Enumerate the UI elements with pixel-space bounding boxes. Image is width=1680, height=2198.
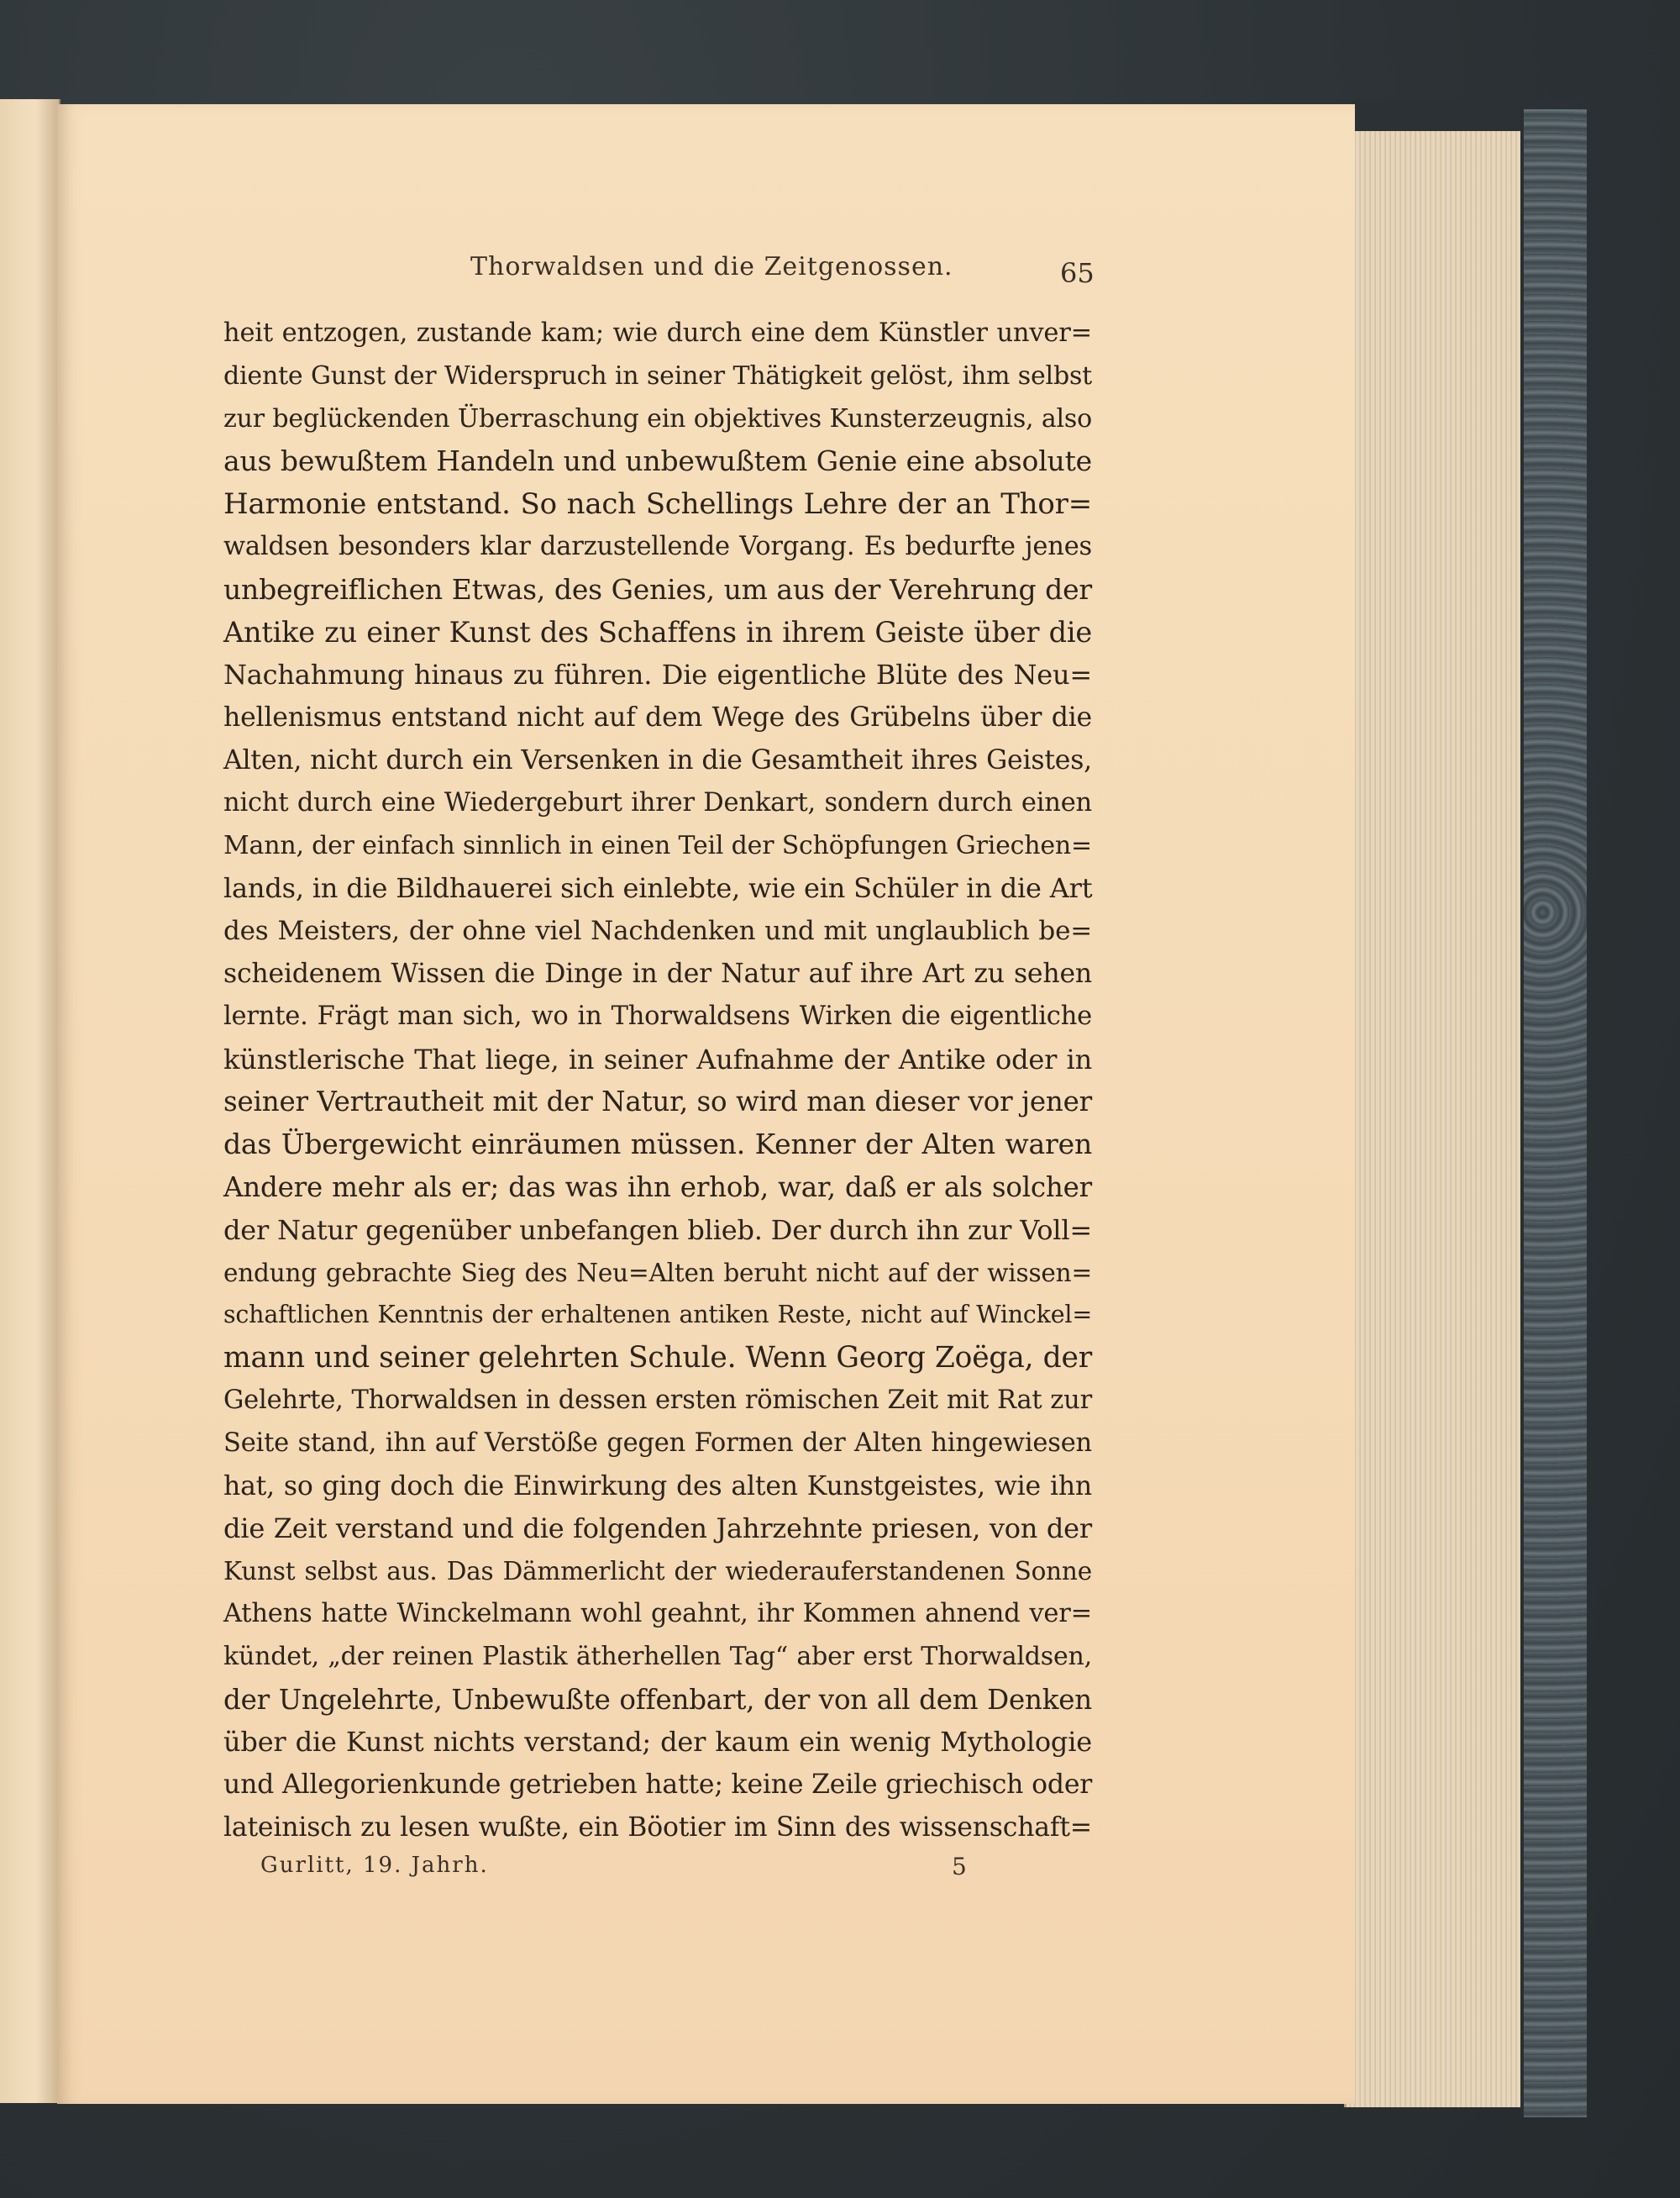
text-line: Alten, nicht durch ein Versenken in die Gesamtheit ihres Geistes,	[223, 744, 1092, 776]
text-line: Kunst selbst aus. Das Dämmerlicht der wiederauferstandenen Sonne	[223, 1557, 1092, 1586]
text-line: endung gebrachte Sieg des Neu=Alten beruht nicht auf der wissen=	[223, 1258, 1092, 1287]
text-line: diente Gunst der Widerspruch in seiner Thätigkeit gelöst, ihm selbst	[223, 360, 1092, 391]
book-cover	[1520, 109, 1587, 2117]
book-fore-edge	[1344, 108, 1536, 2107]
text-line: heit entzogen, zustande kam; wie durch eine dem Künstler unver=	[223, 318, 1092, 348]
text-line: Seite stand, ihn auf Verstöße gegen Formen der Alten hingewiesen	[223, 1428, 1092, 1458]
text-line: Antike zu einer Kunst des Schaffens in ihrem Geiste über die	[223, 615, 1092, 649]
text-line: Nachahmung hinaus zu führen. Die eigentliche Blüte des Neu=	[223, 659, 1092, 691]
text-line: lateinisch zu lesen wußte, ein Böotier im Sinn des wissenschaft=	[223, 1812, 1092, 1843]
text-line: Harmonie entstand. So nach Schellings Lehre der an Thor=	[223, 487, 1092, 522]
text-line: das Übergewicht einräumen müssen. Kenner der Alten waren	[223, 1128, 1092, 1161]
text-line: scheidenem Wissen die Dinge in der Natur auf ihre Art zu sehen	[223, 958, 1092, 989]
text-line: unbegreiflichen Etwas, des Genies, um aus der Verehrung der	[223, 572, 1092, 606]
text-line: seiner Vertrautheit mit der Natur, so wird man dieser vor jener	[223, 1086, 1092, 1118]
text-line: lernte. Frägt man sich, wo in Thorwaldsens Wirken die eigentliche	[223, 1001, 1092, 1031]
text-line: Athens hatte Winckelmann wohl geahnt, ihr Kommen ahnend ver=	[223, 1598, 1092, 1628]
text-line: künstlerische That liege, in seiner Aufnahme der Antike oder in	[223, 1043, 1092, 1075]
footer-sheet-number: 5	[952, 1853, 967, 1880]
text-line: Mann, der einfach sinnlich in einen Teil der Schöpfungen Griechen=	[223, 830, 1092, 860]
text-line: lands, in die Bildhauerei sich einlebte, wie ein Schüler in die Art	[223, 872, 1093, 905]
text-line: der Natur gegenüber unbefangen blieb. Der durch ihn zur Voll=	[223, 1213, 1092, 1246]
running-head: Thorwaldsen und die Zeitgenossen.	[470, 252, 953, 281]
text-line: die Zeit verstand und die folgenden Jahrzehnte priesen, von der	[223, 1512, 1092, 1545]
footer-signature: Gurlitt, 19. Jahrh.	[260, 1853, 489, 1878]
text-line: nicht durch eine Wiedergeburt ihrer Denkart, sondern durch einen	[223, 787, 1092, 818]
body-text	[223, 313, 1092, 1849]
text-line: Gelehrte, Thorwaldsen in dessen ersten römischen Zeit mit Rat zur	[223, 1385, 1092, 1415]
text-line: des Meisters, der ohne viel Nachdenken und mit unglaublich be=	[223, 916, 1092, 947]
text-line: kündet, „der reinen Plastik ätherhellen Tag“ aber erst Thorwaldsen,	[223, 1641, 1092, 1671]
text-line: waldsen besonders klar darzustellende Vorgang. Es bedurfte jenes	[223, 531, 1092, 561]
previous-page-edge	[0, 99, 60, 2103]
text-line: mann und seiner gelehrten Schule. Wenn Georg Zoëga, der	[223, 1341, 1092, 1375]
page-number: 65	[1060, 257, 1095, 289]
text-line: und Allegorienkunde getrieben hatte; keine Zeile griechisch oder	[223, 1769, 1093, 1801]
text-line: Andere mehr als er; das was ihn erhob, war, daß er als solcher	[223, 1170, 1092, 1203]
text-line: hat, so ging doch die Einwirkung des alten Kunstgeistes, wie ihn	[223, 1470, 1092, 1501]
text-line: aus bewußtem Handeln und unbewußtem Genie eine absolute	[223, 444, 1092, 478]
text-line: über die Kunst nichts verstand; der kaum ein wenig Mythologie	[223, 1726, 1092, 1759]
text-line: zur beglückenden Überraschung ein objektives Kunsterzeugnis, also	[223, 403, 1092, 434]
text-line: schaftlichen Kenntnis der erhaltenen antiken Reste, nicht auf Winckel=	[223, 1301, 1092, 1329]
text-line: hellenismus entstand nicht auf dem Wege des Grübelns über die	[223, 702, 1092, 734]
text-line: der Ungelehrte, Unbewußte offenbart, der von all dem Denken	[223, 1683, 1092, 1716]
